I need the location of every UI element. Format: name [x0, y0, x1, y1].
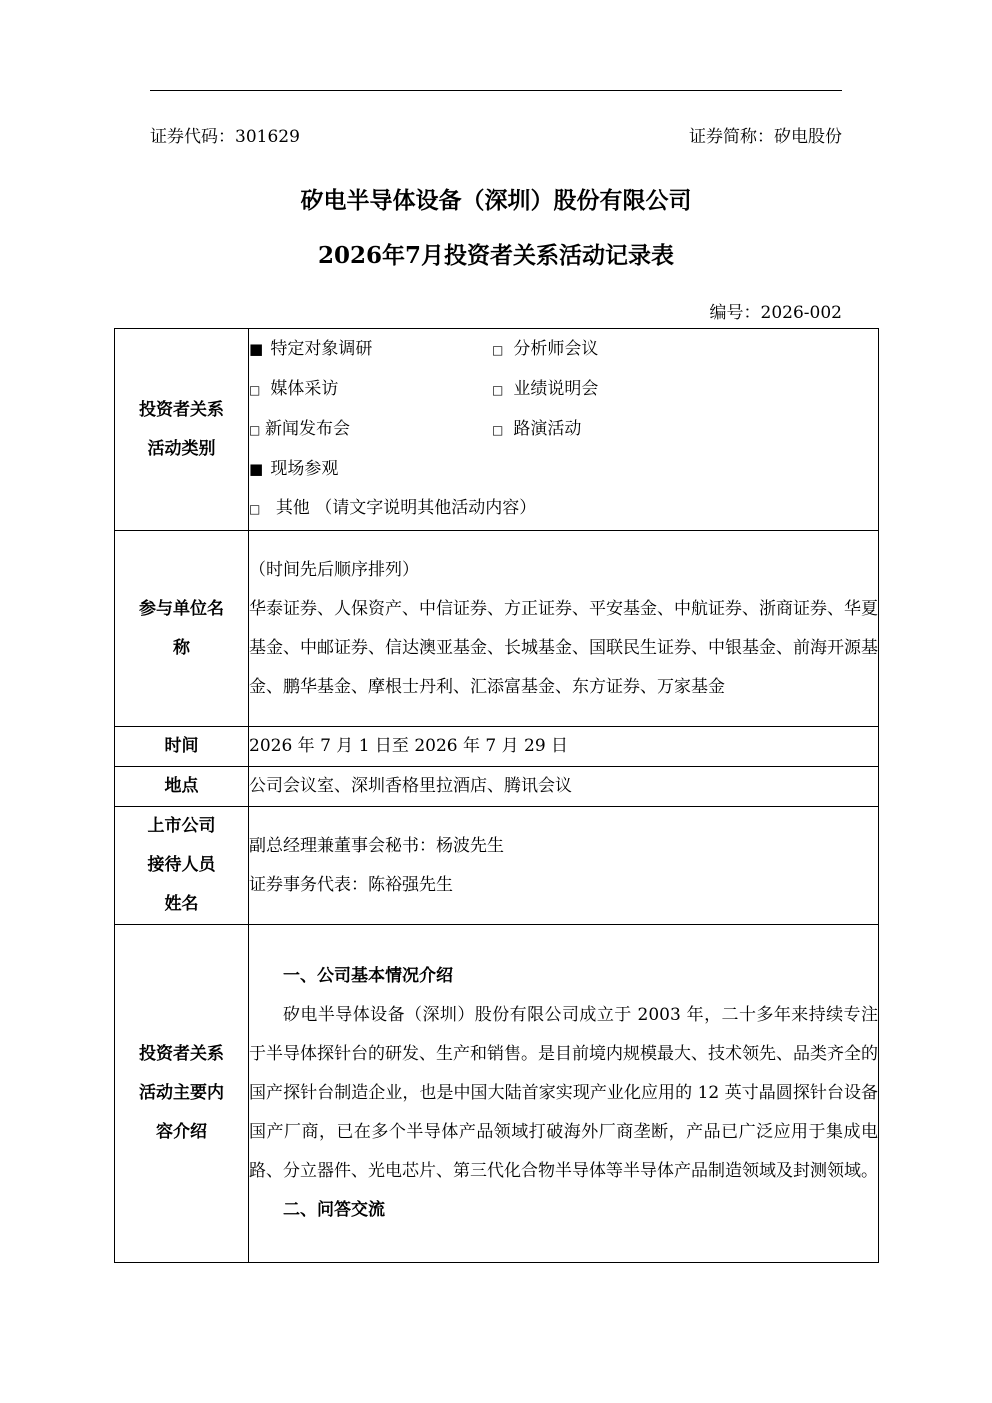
row-location	[115, 767, 879, 807]
row-participants	[115, 531, 879, 727]
option-earnings-briefing: □ 业绩说明会	[492, 370, 878, 410]
label-location: 地点	[115, 767, 249, 807]
reception-value	[249, 807, 879, 925]
unchecked-box-icon: □	[492, 343, 504, 357]
participants-note: （时间先后顺序排列）	[249, 559, 419, 580]
participants-value	[249, 531, 879, 727]
unchecked-box-icon: □	[249, 502, 261, 516]
document-title-record: 2026年7月投资者关系活动记录表	[317, 242, 675, 269]
document-number: 编号：2026-002	[709, 303, 842, 323]
security-code: 证券代码：301629	[150, 127, 300, 147]
row-reception	[115, 807, 879, 925]
row-activity-type	[115, 329, 879, 531]
document-title-company: 矽电半导体设备（深圳）股份有限公司	[300, 187, 692, 214]
option-roadshow: □ 路演活动	[492, 410, 878, 450]
unchecked-box-icon: □	[492, 383, 504, 397]
section-heading-company-intro: 一、公司基本情况介绍	[283, 966, 453, 986]
option-specific-research: ■ 特定对象调研	[249, 330, 492, 370]
option-media-interview: □ 媒体采访	[249, 370, 492, 410]
reception-person-secretary: 副总经理兼董事会秘书：杨波先生	[249, 835, 504, 856]
option-analyst-meeting: □ 分析师会议	[492, 330, 878, 370]
label-content: 投资者关系 活动主要内 容介绍	[115, 925, 249, 1263]
activity-type-options	[249, 329, 879, 531]
investor-relations-record-table	[114, 328, 879, 1263]
checked-box-icon: ■	[249, 340, 264, 358]
location-value: 公司会议室、深圳香格里拉酒店、腾讯会议	[249, 767, 879, 807]
content-value	[249, 925, 879, 1263]
participants-list: 华泰证券、人保资产、中信证券、方正证券、平安基金、中航证券、浙商证券、华夏基金、中邮证券、信达澳亚基金、长城基金、国联民生证券、中银基金、前海开源基金、鹏华基金、摩根士丹利、汇添富基金、东方证券、万家基金	[249, 598, 878, 697]
row-time	[115, 727, 879, 767]
unchecked-box-icon: □	[249, 423, 261, 437]
option-press-conference: □ 新闻发布会	[249, 410, 492, 450]
row-content	[115, 925, 879, 1263]
label-reception: 上市公司 接待人员 姓名	[115, 807, 249, 925]
time-value: 2026 年 7 月 1 日至 2026 年 7 月 29 日	[249, 727, 879, 767]
checked-box-icon: ■	[249, 460, 264, 478]
unchecked-box-icon: □	[492, 423, 504, 437]
section-heading-qa: 二、问答交流	[283, 1200, 385, 1220]
security-short-name: 证券简称：矽电股份	[689, 127, 842, 147]
option-other: □ 其他 （请文字说明其他活动内容）	[249, 489, 878, 529]
option-site-visit: ■ 现场参观	[249, 450, 878, 489]
header-rule	[150, 90, 842, 91]
label-time: 时间	[115, 727, 249, 767]
label-participants: 参与单位名 称	[115, 531, 249, 727]
reception-person-rep: 证券事务代表：陈裕强先生	[249, 874, 453, 895]
company-intro-paragraph: 矽电半导体设备（深圳）股份有限公司成立于 2003 年，二十多年来持续专注于半导体探针台的研发、生产和销售。是目前境内规模最大、技术领先、品类齐全的国产探针台制造企业，也是中国大陆首家实现产业化应用的 12 英寸晶圆探针台设备国产厂商，已在多个半导体产品领域打破海外厂商垄断，产品已广泛应用于集成电路、分立器件、光电芯片、第三代化合物半导体等半导体产品制造领域及封测领域。	[249, 1005, 878, 1181]
label-activity-type: 投资者关系 活动类别	[115, 329, 249, 531]
unchecked-box-icon: □	[249, 383, 261, 397]
